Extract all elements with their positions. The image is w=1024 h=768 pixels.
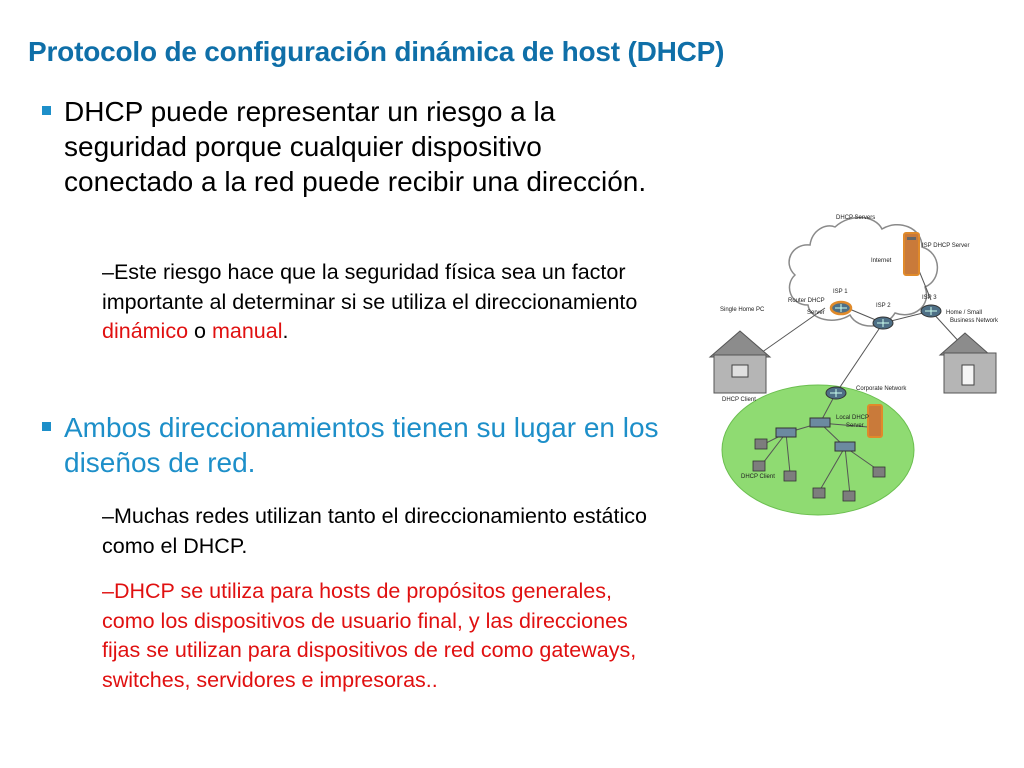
client-pc-icon — [873, 467, 885, 477]
connector-o: o — [188, 319, 212, 343]
sub-bullet-static-and-dhcp: –Muchas redes utilizan tanto el direccionamiento estático como el DHCP. — [102, 504, 647, 558]
period: . — [282, 319, 289, 343]
isp-dhcp-server-icon — [904, 233, 919, 275]
sub-text: –Este riesgo hace que la seguridad física sea un factor importante al determinar si se utiliza el direccionamiento — [102, 260, 638, 314]
client-pc-icon — [843, 491, 855, 501]
label-local-dhcp: Local DHCP — [836, 415, 870, 421]
sub-bullet-dhcp-usage: –DHCP se utiliza para hosts de propósitos generales, como los dispositivos de usuario final, y las direcciones fijas se utilizan para dispositivos de red como gateways, switches, servidores e impresoras.. — [102, 579, 637, 692]
label-isp3: ISP 3 — [922, 295, 937, 301]
client-pc-icon — [755, 439, 767, 449]
label-isp-dhcp-server: ISP DHCP Server — [922, 243, 970, 249]
label-single-home-pc: Single Home PC — [720, 307, 765, 313]
label-router-server: Server — [807, 310, 825, 316]
square-bullet-icon — [42, 422, 51, 431]
label-home-small: Home / Small — [946, 310, 983, 316]
isp2-router-icon — [873, 317, 893, 329]
switch-icon — [835, 442, 855, 451]
client-pc-icon — [753, 461, 765, 471]
bullet-dhcp-risk — [42, 94, 662, 199]
local-dhcp-server-icon — [868, 405, 882, 437]
sub-bullet-physical-security — [102, 258, 662, 347]
dhcp-network-diagram — [700, 205, 999, 525]
label-isp2: ISP 2 — [876, 303, 891, 309]
bullet-both-addressing — [42, 410, 662, 480]
dinamico-highlight: dinámico — [102, 319, 189, 343]
isp1-router-icon — [831, 302, 851, 314]
isp3-router-icon — [921, 305, 941, 317]
label-internet: Internet — [871, 258, 892, 264]
home-pc-house-icon — [710, 331, 770, 393]
square-bullet-icon — [42, 106, 51, 115]
bullet-text: Ambos direccionamientos tienen su lugar en los diseños de red. — [64, 412, 659, 478]
label-local-server: Server — [846, 423, 864, 429]
switch-icon — [810, 418, 830, 427]
client-pc-icon — [784, 471, 796, 481]
label-dhcp-servers: DHCP Servers — [836, 215, 876, 221]
label-router-dhcp: Router DHCP — [788, 298, 825, 304]
label-dhcp-client-home: DHCP Client — [722, 397, 756, 403]
switch-icon — [776, 428, 796, 437]
label-corporate-network: Corporate Network — [856, 386, 907, 392]
bullet-text: DHCP puede representar un riesgo a la seguridad porque cualquier dispositivo conectado a la red puede recibir una dirección. — [64, 96, 647, 197]
manual-highlight: manual — [211, 319, 283, 343]
corporate-router-icon — [826, 387, 846, 399]
label-business-network: Business Network — [950, 318, 999, 324]
label-isp1: ISP 1 — [833, 289, 848, 295]
label-dhcp-client-corporate: DHCP Client — [741, 474, 775, 480]
client-pc-icon — [813, 488, 825, 498]
business-house-icon — [940, 333, 996, 393]
slide-title: Protocolo de configuración dinámica de host (DHCP) — [28, 36, 725, 67]
